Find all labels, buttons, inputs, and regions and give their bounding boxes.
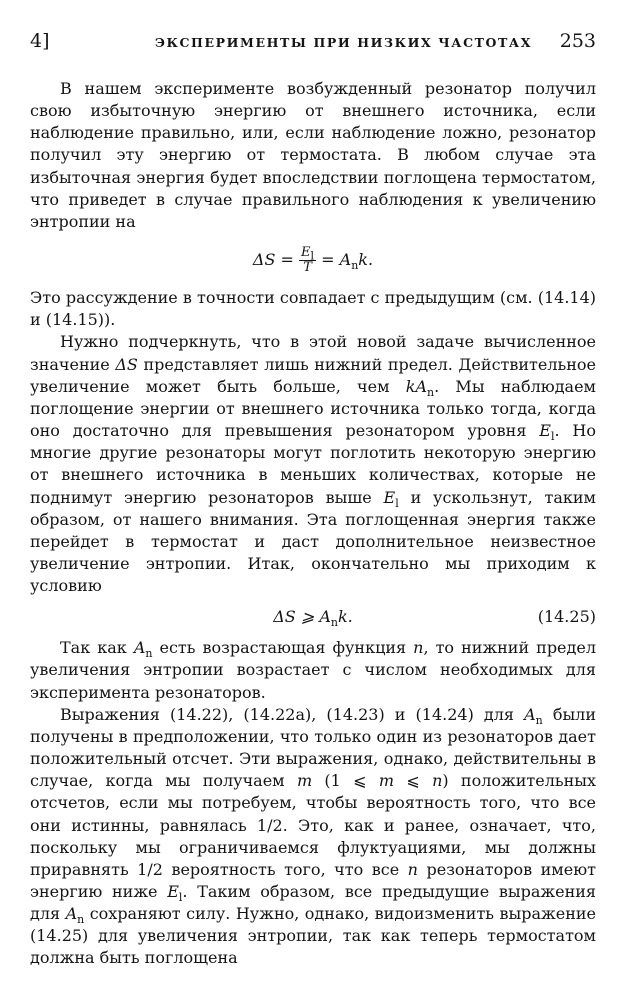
- p3-math-sub: l: [550, 430, 555, 444]
- p3-text: . Но многие другие резонаторы могут поглотить некоторую энергию от внешнего источника в меньших количествах, которые не поднимут энергию резонаторов выше: [30, 421, 596, 507]
- p5-text: . Таким образом, все предыдущие выражения для: [30, 882, 597, 924]
- p3-text: и ускользнут, таким образом, от нашего внимания. Эта поглощенная энергия также перейдет в термостат и даст дополнительное неизвестное увеличение энтропии. Итак, окончательно мы приходим к условию: [30, 487, 597, 596]
- section-marker: 4]: [30, 30, 50, 52]
- eq2-lhs: ΔS ⩾ A: [273, 607, 331, 627]
- p5-math: E: [167, 882, 179, 901]
- eq1-den-var: T: [303, 260, 312, 276]
- p4-math: A: [133, 638, 146, 658]
- p5-text: сохраняют силу. Нужно, однако, видоизменить выражение (14.25) для увеличения энтропии, так как теперь термостатом должна быть поглощена: [30, 904, 596, 968]
- eq2-sub: n: [330, 616, 338, 630]
- paragraph-1: В нашем эксперименте возбужденный резонатор получил свою избыточную энергию от внешнего источника, если наблюдение правильно, или, если наблюдение ложно, резонатор получил эту энергию от термостата. В любом случае эта избыточная энергия будет впоследствии поглощена термостатом, что приведет в случае правильного наблюдения к увеличению энтропии на: [30, 79, 596, 231]
- p5-text: (1 ⩽: [312, 771, 379, 791]
- p3-text: Нужно подчеркнуть, что в этой новой задаче вычисленное значение: [30, 332, 596, 374]
- p5-math-sub: l: [178, 891, 183, 905]
- p5-text: ) положительных отсчетов, если мы потребуем, чтобы вероятность того, что все они истинны, равнялась 1/2. Это, как и ранее, означает, что, поскольку мы ограничиваемся флуктуациями, мы должны приравнять 1/2 вероятность того, что все: [30, 771, 597, 879]
- p3-math: kA: [405, 376, 428, 396]
- p4-text: Так как: [60, 638, 134, 658]
- page-number: 253: [559, 30, 596, 52]
- p5-math: m: [378, 771, 395, 791]
- p3-text: . Мы наблюдаем поглощение энергии от внешнего источника только тогда, когда оно достаточно для превышения резонатором уровня: [30, 376, 597, 441]
- p5-text: ⩽: [394, 771, 433, 791]
- p5-math: n: [407, 859, 418, 879]
- equation-14-25: [30, 597, 596, 637]
- eq1-num-sub: l: [310, 249, 315, 263]
- p5-text: резонаторов имеют энергию ниже: [30, 859, 596, 901]
- paragraph-2: Это рассуждение в точности совпадает с предыдущим (см. (14.14) и (14.15)).: [30, 288, 596, 330]
- eq1-fraction: [299, 246, 316, 275]
- p3-math: ΔS: [115, 354, 138, 374]
- equation-entropy-increase: [30, 233, 596, 287]
- equation-number: (14.25): [537, 607, 596, 627]
- running-title: ЭКСПЕРИМЕНТЫ ПРИ НИЗКИХ ЧАСТОТАХ: [155, 35, 532, 50]
- p3-text: представляет лишь нижний предел. Действительное увеличение может быть больше, чем: [30, 354, 597, 396]
- p4-math-sub: n: [145, 647, 153, 661]
- running-header: [30, 30, 596, 56]
- p3-math-sub: l: [395, 496, 399, 510]
- p3-math-sub: n: [427, 385, 435, 399]
- eq1-rhs: = A: [316, 250, 352, 270]
- p5-text: были получены в предположении, что только один из резонаторов дает положительный отсчет. Эти выражения, однако, действительны в случае, когда мы получаем: [30, 704, 597, 791]
- p5-math-sub: n: [535, 713, 543, 727]
- eq1-lhs: ΔS =: [252, 250, 300, 270]
- p5-math: A: [524, 704, 536, 724]
- eq1-rhs-sub: n: [351, 259, 359, 273]
- eq1-denominator: [299, 261, 316, 275]
- p5-math: A: [65, 904, 78, 924]
- p4-text: , то нижний предел увеличения энтропии возрастает с числом необходимых для эксперимента резонаторов.: [30, 638, 597, 702]
- p5-math: n: [432, 771, 443, 791]
- p3-math: E: [383, 487, 396, 507]
- paragraph-4: [30, 637, 596, 703]
- eq1-num-var: E: [301, 245, 311, 261]
- p4-text: есть возрастающая функция: [152, 638, 414, 658]
- paragraph-5: [30, 704, 596, 970]
- eq1-numerator: [299, 246, 316, 261]
- body-text: [30, 78, 596, 970]
- p5-math-sub: n: [77, 913, 85, 927]
- eq2-rhs: k.: [337, 607, 353, 627]
- eq1-rhs-post: k.: [358, 250, 374, 270]
- p5-math: m: [296, 771, 313, 791]
- p5-text: Выражения (14.22), (14.22а), (14.23) и (14.24) для: [60, 704, 525, 724]
- paragraph-3: [30, 331, 596, 597]
- p4-math: n: [413, 638, 424, 658]
- p3-math: E: [539, 421, 551, 441]
